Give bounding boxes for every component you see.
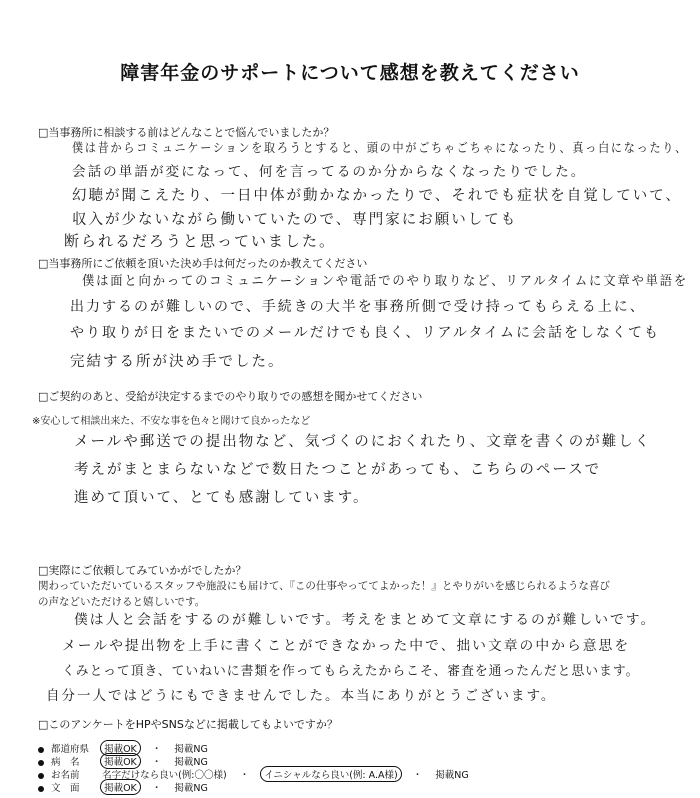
consent-option-initials[interactable]: イニシャルなら良い(例: A.A様) — [260, 766, 401, 782]
consent-option-ok[interactable]: 掲載OK — [100, 740, 141, 756]
consent-option-ok[interactable]: 掲載OK — [100, 779, 141, 795]
consent-row-text: 文 面 掲載OK ・ 掲載NG — [38, 779, 210, 795]
answer-line: 出力するのが難しいので、手続きの大半を事務所側で受け持ってもらえる上に、 — [70, 299, 646, 315]
consent-option-ng[interactable]: 掲載NG — [174, 783, 208, 794]
bullet-icon — [38, 773, 44, 779]
consent-option-ng[interactable]: 掲載NG — [435, 770, 469, 781]
question-worries: □当事務所に相談する前はどんなことで悩んでいましたか？ — [38, 126, 335, 139]
consent-label: 文 面 — [51, 783, 80, 794]
consent-option-surname[interactable]: 名字だけなら良い(例:〇〇様) — [102, 770, 227, 781]
page-title: 障害年金のサポートについて感想を教えてください — [120, 62, 580, 84]
answer-line: メールや郵送での提出物など、気づくのにおくれたり、文章を書くのが難しく — [74, 434, 652, 450]
answer-line: 完結する所が決め手でした。 — [70, 354, 285, 370]
consent-label: お名前 — [51, 770, 80, 781]
answer-line: 幻聴が聞こえたり、一日中体が動かなかったりで、それでも症状を自覚していて、 — [72, 188, 682, 204]
question-note: ※安心して相談出来た、不安な事を色々と聞けて良かったなど — [32, 416, 311, 427]
bullet-icon — [38, 786, 44, 792]
question-note: 関わっていただいているスタッフや施設にも届けて、『この仕事やっててよかった！』とやりがいを感じられるような喜び — [38, 580, 610, 592]
answer-line: やり取りが日をまたいでのメールだけでも良く、リアルタイムに会話をしなくても — [70, 325, 661, 341]
answer-line: くみとって頂き、ていねいに書類を作ってもらえたからこそ、審査を通ったんだと思います。 — [62, 664, 640, 679]
consent-option-ng[interactable]: 掲載NG — [174, 744, 208, 755]
answer-line: 僕は面と向かってのコミュニケーションや電話でのやり取りなど、リアルタイムに文章や単語を — [82, 274, 689, 289]
question-after-contract: □ご契約のあと、受給が決定するまでのやり取りでの感想を聞かせてください — [38, 390, 423, 403]
question-experience: □実際にご依頼してみていかがでしたか？ — [38, 564, 247, 577]
answer-line: 自分一人ではどうにもできませんでした。本当にありがとうございます。 — [46, 688, 557, 704]
bullet-icon — [38, 760, 44, 766]
consent-row-disease: 病 名 掲載OK ・ 掲載NG — [38, 753, 210, 769]
answer-line: 僕は人と会話をするのが難しいです。考えをまとめて文章にするのが難しいです。 — [74, 612, 657, 628]
answer-line: 収入が少ないながら働いていたので、専門家にお願いしても — [72, 212, 518, 228]
consent-label: 都道府県 — [51, 744, 90, 755]
answer-line: 断られるだろうと思っていました。 — [64, 232, 337, 250]
answer-line: 進めて頂いて、とても感謝しています。 — [74, 490, 370, 506]
consent-option-ng[interactable]: 掲載NG — [174, 757, 208, 768]
consent-option-ok[interactable]: 掲載OK — [100, 753, 141, 769]
answer-line: 考えがまとまらないなどで数日たつことがあっても、こちらのペースで — [74, 462, 602, 478]
question-note: の声などいただけると嬉しいです。 — [38, 596, 206, 608]
answer-line: メールや提出物を上手に書くことができなかった中で、拙い文章の中から意思を — [62, 638, 631, 654]
answer-line: 会話の単語が変になって、何を言ってるのか分からなくなったりでした。 — [72, 164, 587, 180]
consent-row-prefecture: 都道府県 掲載OK ・ 掲載NG — [38, 740, 210, 756]
question-publish-consent: □このアンケートをHPやSNSなどに掲載してもよいですか？ — [38, 718, 338, 731]
question-deciding-factor: □当事務所にご依頼を頂いた決め手は何だったのか教えてください — [38, 257, 368, 270]
consent-label: 病 名 — [51, 757, 80, 768]
answer-line: 僕は昔からコミュニケーションを取ろうとすると、頭の中がごちゃごちゃになったり、真っ白になったり、 — [72, 140, 689, 155]
consent-row-name: お名前 名字だけなら良い(例:〇〇様) ・ イニシャルなら良い(例: A.A様) ・ 掲載NG — [38, 766, 471, 782]
bullet-icon — [38, 747, 44, 753]
